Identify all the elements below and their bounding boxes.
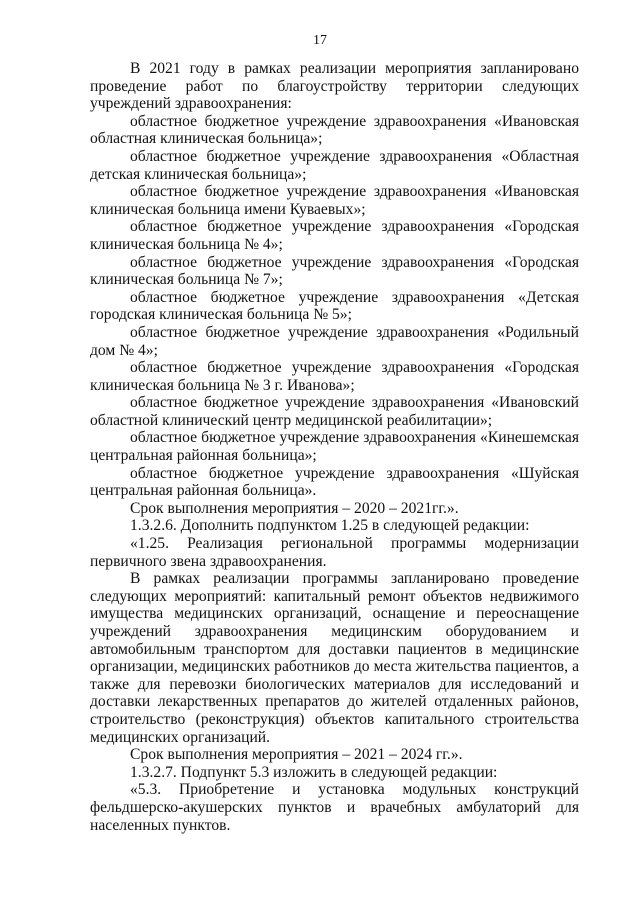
- list-item: областное бюджетное учреждение здравоохранения «Городская клиническая больница № 3 г. Иванова»;: [90, 359, 579, 394]
- list-item: областное бюджетное учреждение здравоохранения «Шуйская центральная районная больница».: [90, 464, 579, 500]
- list-item: областное бюджетное учреждение здравоохранения «Кинешемская центральная районная больница»;: [90, 429, 579, 465]
- paragraph: Срок выполнения мероприятия – 2020 – 2021гг.».: [130, 499, 459, 517]
- list-item: областное бюджетное учреждение здравоохранения «Ивановская клиническая больница имени Куваевых»;: [90, 183, 579, 218]
- page-number: 17: [313, 33, 327, 48]
- paragraph: 1.3.2.6. Дополнить подпунктом 1.25 в следующей редакции:: [130, 517, 530, 535]
- list-item: областное бюджетное учреждение здравоохранения «Родильный дом № 4»;: [90, 323, 579, 359]
- list-item: областное бюджетное учреждение здравоохранения «Городская клиническая больница № 7»;: [90, 253, 579, 289]
- list-item: областное бюджетное учреждение здравоохранения «Детская городская клиническая больница № 5»;: [90, 288, 579, 324]
- list-item: областное бюджетное учреждение здравоохранения «Ивановская областная клиническая больница»;: [90, 112, 579, 148]
- document-body: [90, 60, 579, 834]
- list-item: областное бюджетное учреждение здравоохранения «Городская клиническая больница № 4»;: [90, 218, 579, 253]
- list-item: областное бюджетное учреждение здравоохранения «Ивановский областной клинический центр медицинской реабилитации»;: [90, 394, 579, 429]
- paragraph: 1.3.2.7. Подпункт 5.3 изложить в следующей редакции:: [130, 763, 498, 781]
- paragraph: Срок выполнения мероприятия – 2021 – 2024 гг.».: [130, 746, 463, 764]
- paragraph: «1.25. Реализация региональной программы модернизации первичного звена здравоохранения.: [90, 535, 579, 570]
- paragraph: В 2021 году в рамках реализации мероприятия запланировано проведение работ по благоустройству территории следующих учреждений здравоохранения:: [90, 60, 579, 113]
- paragraph: В рамках реализации программы запланировано проведение следующих мероприятий: капитальный ремонт объектов недвижимого имущества медицинских организаций, оснащение и переоснащение учреждений здравоохранения медицинским оборудованием и автомобильным транспортом для доставки пациентов в медицинские организации, медицинских работников до места жительства пациентов, а также для перевозки биологических материалов для исследований и доставки лекарственных препаратов до жителей отдаленных районов, строительство (реконструкция) объектов капитального строительства медицинских организаций.: [90, 570, 579, 746]
- paragraph: «5.3. Приобретение и установка модульных конструкций фельдшерско-акушерских пунктов и врачебных амбулаторий для населенных пунктов.: [90, 781, 579, 834]
- list-item: областное бюджетное учреждение здравоохранения «Областная детская клиническая больница»;: [90, 147, 579, 183]
